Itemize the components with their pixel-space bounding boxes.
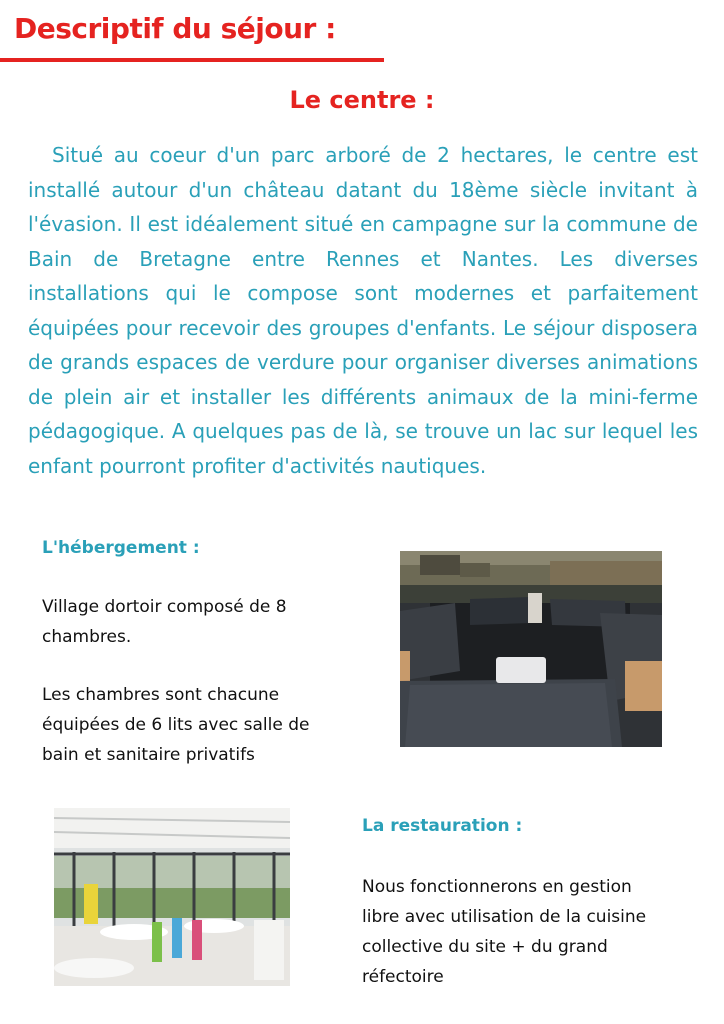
- centre-title: Le centre :: [289, 86, 435, 114]
- hebergement-heading: L'hébergement :: [42, 538, 200, 558]
- restauration-heading: La restauration :: [362, 816, 523, 836]
- page-title: Descriptif du séjour :: [14, 12, 336, 45]
- title-underline: [0, 58, 384, 62]
- dormitory-village-photo: [400, 551, 662, 747]
- hebergement-paragraph-1: Village dortoir composé de 8 chambres.: [42, 597, 287, 647]
- restauration-paragraph: Nous fonctionnerons en gestion libre avec utilisation de la cuisine collective du site + du grand réfectoire: [362, 877, 647, 987]
- dining-hall-photo: [54, 808, 290, 986]
- hebergement-paragraph-2: Les chambres sont chacune équipées de 6 lits avec salle de bain et sanitaire privatifs: [42, 685, 310, 765]
- centre-description: Situé au coeur d'un parc arboré de 2 hectares, le centre est installé autour d'un château datant du 18ème siècle invitant à l'évasion. Il est idéalement situé en campagne sur la commune de Bain de Bretagne entre Rennes et Nantes. Les diverses installations qui le compose sont modernes et parfaitement équipées pour recevoir des groupes d'enfants. Le séjour disposera de grands espaces de verdure pour organiser diverses animations de plein air et installer les différents animaux de la mini-ferme pédagogique. A quelques pas de là, se trouve un lac sur lequel les enfant pourront profiter d'activités nautiques.: [28, 143, 698, 478]
